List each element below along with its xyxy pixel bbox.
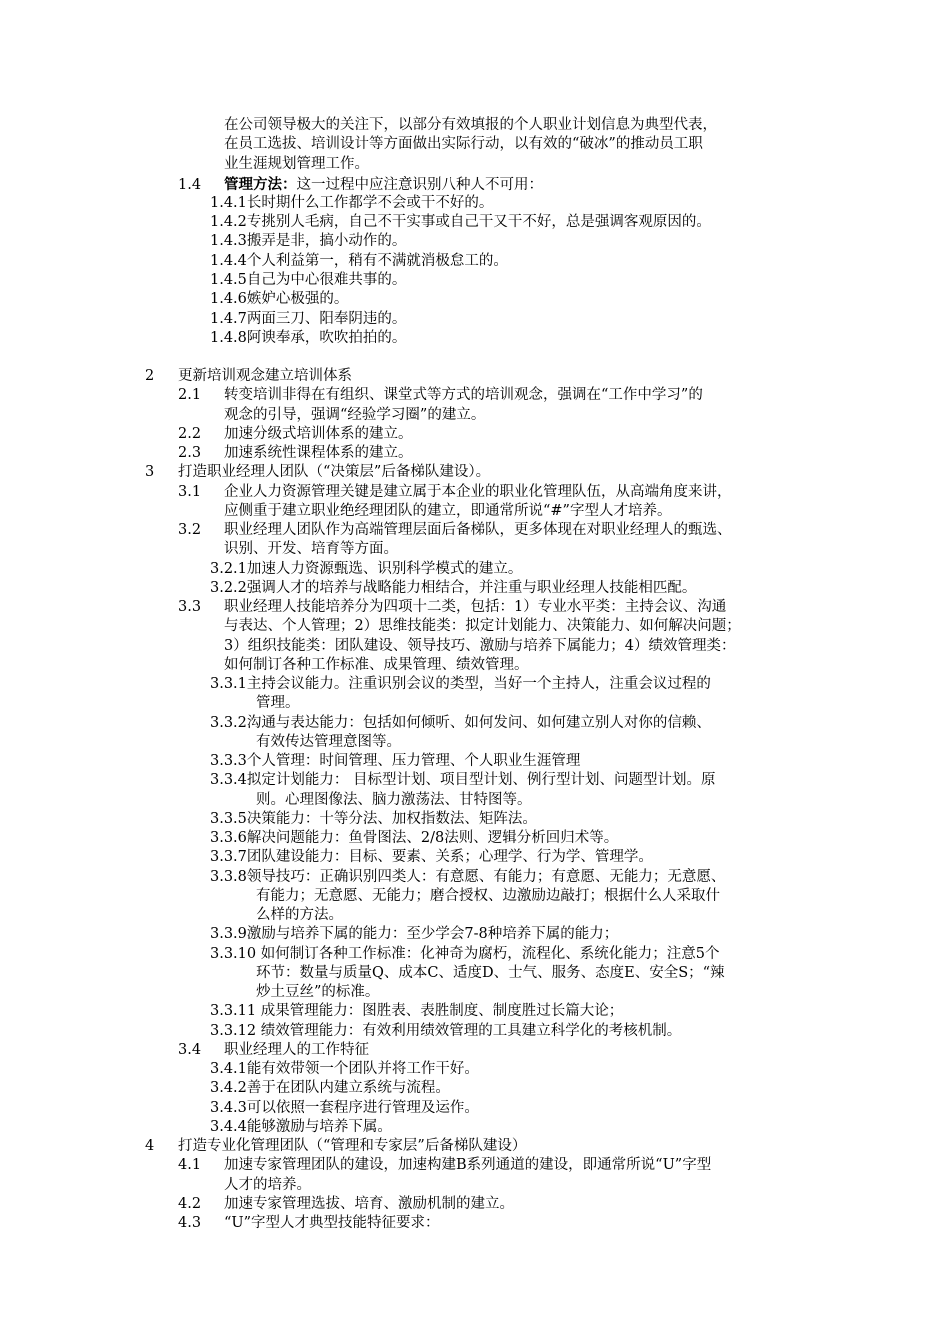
body-line: 与表达、个人管理；2）思维技能类：拟定计划能力、决策能力、如何解决问题；	[224, 618, 741, 634]
section-number: 1.4	[178, 177, 202, 193]
list-item: 1.4.8阿谀奉承，吹吹拍拍的。	[210, 330, 407, 346]
list-item-continuation: 炒土豆丝”的标准。	[256, 984, 380, 1000]
section-4-heading: 4 打造专业化管理团队（“管理和专家层”后备梯队建设）	[145, 1138, 527, 1154]
list-item-continuation: 则。心理图像法、脑力激荡法、甘特图等。	[256, 792, 532, 808]
body-line: 如何制订各种工作标准、成果管理、绩效管理。	[224, 657, 529, 673]
list-item: 3.3.10 如何制订各种工作标准：化神奇为腐朽，流程化、系统化能力；注意5个	[210, 946, 720, 962]
list-item: 3.2.2强调人才的培养与战略能力相结合，并注重与职业经理人技能相匹配。	[210, 580, 697, 596]
list-item: 1.4.7两面三刀、阳奉阴违的。	[210, 311, 407, 327]
section-4-2: 4.2 加速专家管理选拔、培育、激励机制的建立。	[178, 1196, 514, 1212]
body-line: 业生涯规划管理工作。	[224, 156, 369, 172]
section-3-heading: 3 打造职业经理人团队（“决策层”后备梯队建设）。	[145, 464, 491, 480]
list-item: 3.3.7团队建设能力：目标、要素、关系；心理学、行为学、管理学。	[210, 849, 653, 865]
list-item: 3.4.2善于在团队内建立系统与流程。	[210, 1080, 450, 1096]
list-item: 1.4.1长时期什么工作都学不会或干不好的。	[210, 195, 494, 211]
body-line: 人才的培养。	[224, 1177, 311, 1193]
body-line: 在公司领导极大的关注下，以部分有效填报的个人职业计划信息为典型代表，	[224, 117, 717, 133]
body-line: 3）组织技能类：团队建设、领导技巧、激励与培养下属能力；4）绩效管理类：	[224, 638, 736, 654]
list-item: 3.3.5决策能力：十等分法、加权指数法、矩阵法。	[210, 811, 537, 827]
bold-heading: 管理方法：	[224, 176, 297, 193]
list-item: 3.3.6解决问题能力：鱼骨图法、2/8法则、逻辑分析回归术等。	[210, 830, 619, 846]
list-item: 3.4.1能有效带领一个团队并将工作干好。	[210, 1061, 479, 1077]
list-item: 3.3.3个人管理：时间管理、压力管理、个人职业生涯管理	[210, 753, 581, 769]
section-2-3: 2.3 加速系统性课程体系的建立。	[178, 445, 413, 461]
list-item-continuation: 么样的方法。	[256, 907, 343, 923]
list-item: 3.3.12 绩效管理能力：有效利用绩效管理的工具建立科学化的考核机制。	[210, 1023, 682, 1039]
list-item: 1.4.5自己为中心很难共事的。	[210, 272, 407, 288]
section-3-4: 3.4 职业经理人的工作特征	[178, 1042, 369, 1058]
list-item: 1.4.2专挑别人毛病，自己不干实事或自己干又干不好，总是强调客观原因的。	[210, 214, 711, 230]
list-item-continuation: 有效传达管理意图等。	[256, 734, 401, 750]
list-item: 1.4.4个人利益第一，稍有不满就消极怠工的。	[210, 253, 508, 269]
list-item: 3.3.4拟定计划能力： 目标型计划、项目型计划、例行型计划、问题型计划。原	[210, 772, 716, 788]
section-4-1: 4.1 加速专家管理团队的建设，加速构建B系列通道的建设，即通常所说“U”字型	[178, 1157, 712, 1173]
list-item: 3.3.8领导技巧：正确识别四类人：有意愿、有能力；有意愿、无能力；无意愿、	[210, 869, 726, 885]
list-item: 1.4.6嫉妒心极强的。	[210, 291, 349, 307]
list-item: 3.3.11 成果管理能力：图胜表、表胜制度、制度胜过长篇大论；	[210, 1003, 624, 1019]
list-item: 3.4.4能够激励与培养下属。	[210, 1119, 392, 1135]
section-4-3: 4.3 “U”字型人才典型技能特征要求：	[178, 1215, 440, 1231]
body-line: 观念的引导，强调“经验学习圈”的建立。	[224, 407, 486, 423]
section-3-2: 3.2 职业经理人团队作为高端管理层面后备梯队，更多体现在对职业经理人的甄选、	[178, 522, 732, 538]
list-item-continuation: 管理。	[256, 695, 300, 711]
list-item-continuation: 环节：数量与质量Q、成本C、适度D、士气、服务、态度E、安全S；“辣	[256, 965, 725, 981]
section-3-1: 3.1 企业人力资源管理关键是建立属于本企业的职业化管理队伍，从高端角度来讲，	[178, 484, 732, 500]
body-line: 应侧重于建立职业绝经理团队的建立，即通常所说“#”字型人才培养。	[224, 503, 672, 519]
list-item: 3.3.1主持会议能力。注重识别会议的类型，当好一个主持人，注重会议过程的	[210, 676, 711, 692]
body-line: 在员工选拔、培训设计等方面做出实际行动，以有效的“破冰”的推动员工职	[224, 136, 703, 152]
list-item-continuation: 有能力；无意愿、无能力；磨合授权、边激励边敲打；根据什么人采取什	[256, 888, 720, 904]
list-item: 3.3.2沟通与表达能力：包括如何倾听、如何发问、如何建立别人对你的信赖、	[210, 715, 711, 731]
list-item: 3.3.9激励与培养下属的能力：至少学会7-8种培养下属的能力；	[210, 926, 619, 942]
list-item: 1.4.3搬弄是非，搞小动作的。	[210, 233, 407, 249]
section-2-heading: 2 更新培训观念建立培训体系	[145, 368, 352, 384]
section-2-2: 2.2 加速分级式培训体系的建立。	[178, 426, 413, 442]
section-3-3: 3.3 职业经理人技能培养分为四项十二类，包括：1）专业水平类：主持会议、沟通	[178, 599, 727, 615]
body-line: 识别、开发、培育等方面。	[224, 541, 398, 557]
section-1-4: 1.4 管理方法：这一过程中应注意识别八种人不可用：	[178, 175, 543, 195]
list-item: 3.4.3可以依照一套程序进行管理及运作。	[210, 1100, 479, 1116]
list-item: 3.2.1加速人力资源甄选、识别科学模式的建立。	[210, 561, 523, 577]
section-2-1: 2.1 转变培训非得在有组织、课堂式等方式的培训观念，强调在“工作中学习”的	[178, 387, 703, 403]
